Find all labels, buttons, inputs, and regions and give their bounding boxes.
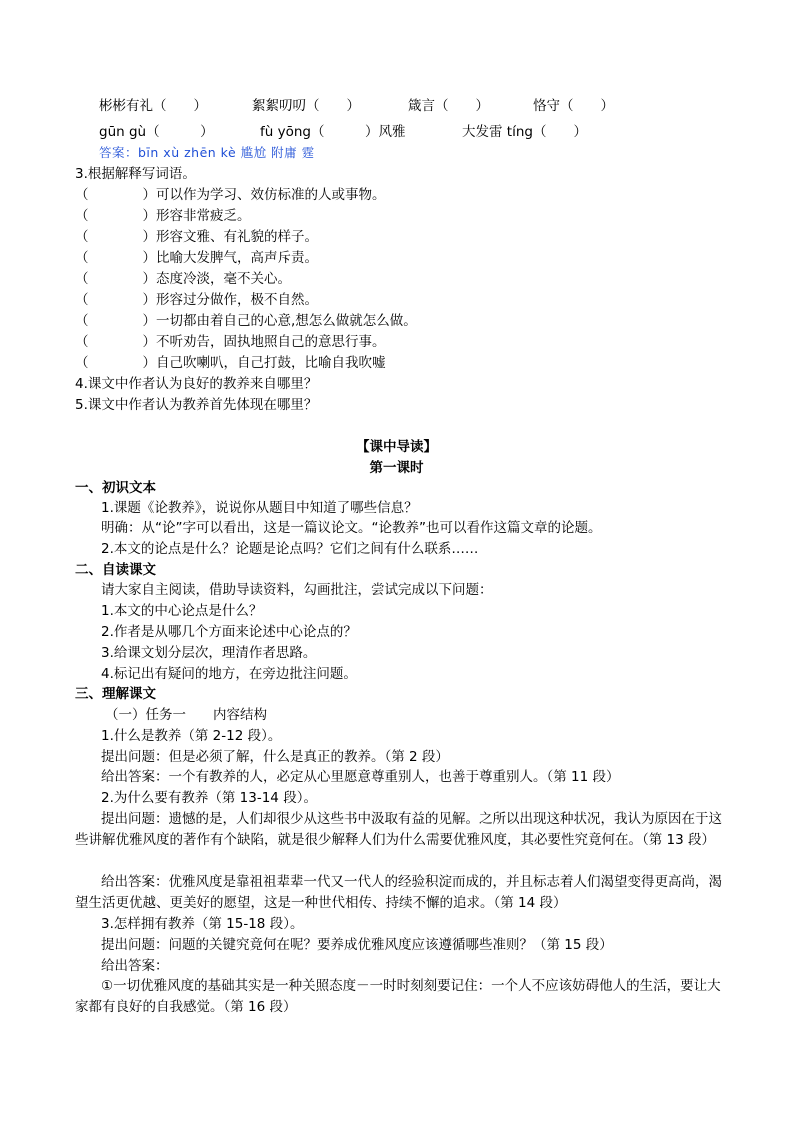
question-line: 提出问题：但是必须了解，什么是真正的教养。（第 2 段） — [101, 749, 449, 765]
part-1-line: 明确：从“论”字可以看出，这是一篇议论文。“论教养”也可以看作这篇文章的论题。 — [101, 520, 602, 536]
part-1-heading: 一、初识文本 — [75, 480, 156, 496]
subsection-title: 3.怎样拥有教养（第 15-18 段）。 — [101, 916, 304, 932]
word-item: 彬彬有礼（ ） — [99, 98, 207, 114]
part-1-line: 1.课题《论教养》，说说你从题目中知道了哪些信息？ — [101, 500, 418, 516]
definition-item: （ ）可以作为学习、效仿标准的人或事物。 — [75, 187, 386, 203]
question-4: 4.课文中作者认为良好的教养来自哪里？ — [75, 376, 318, 392]
answer-line: 给出答案：一个有教养的人，必定从心里愿意尊重别人，也善于尊重别人。（第 11 段） — [101, 769, 620, 785]
question-3-title: 3.根据解释写词语。 — [75, 166, 196, 182]
part-1-line: 2.本文的论点是什么？论题是论点吗？它们之间有什么联系…… — [101, 541, 479, 557]
pinyin-item: 大发雷 tíng（ ） — [462, 124, 587, 140]
part-2-line: 3.给课文划分层次，理清作者思路。 — [101, 645, 317, 661]
definition-item: （ ）态度冷淡，毫不关心。 — [75, 271, 291, 287]
part-2-line: 2.作者是从哪几个方面来论述中心论点的？ — [101, 624, 357, 640]
answer-paragraph: 给出答案：优雅风度是靠祖祖辈辈一代又一代人的经验积淀而成的，并且标志着人们渴望变得更高尚，渴望生活更优越、更美好的愿望，这是一种世代相传、持续不懈的追求。（第 14 段） — [75, 874, 722, 911]
part-2-line: 4.标记出有疑问的地方，在旁边批注问题。 — [101, 666, 357, 682]
section-heading: 【课中导读】 — [356, 439, 437, 455]
answer-label: 给出答案： — [101, 958, 169, 974]
part-3-heading: 三、理解课文 — [75, 686, 156, 702]
definition-item: （ ）形容过分做作，极不自然。 — [75, 292, 318, 308]
answer-line: 答案：bīn xù zhēn kè 尴尬 附庸 霆 — [99, 145, 315, 160]
subsection-title: 2.为什么要有教养（第 13-14 段）。 — [101, 790, 317, 806]
word-item: 絮絮叨叨（ ） — [252, 98, 360, 114]
definition-item: （ ）比喻大发脾气，高声斥责。 — [75, 250, 318, 266]
question-line: 提出问题：问题的关键究竟何在呢？要养成优雅风度应该遵循哪些准则？（第 15 段） — [101, 937, 613, 953]
question-5: 5.课文中作者认为教养首先体现在哪里？ — [75, 397, 318, 413]
pinyin-item: fù yōng（ ）风雅 — [260, 124, 406, 140]
word-item: 恪守（ ） — [533, 98, 614, 114]
definition-item: （ ）一切都由着自己的心意,想怎么做就怎么做。 — [75, 313, 417, 329]
task-heading: （一）任务一 内容结构 — [105, 707, 267, 723]
subsection-title: 1.什么是教养（第 2-12 段）。 — [101, 728, 282, 744]
part-2-line: 1.本文的中心论点是什么？ — [101, 603, 263, 619]
lesson-title: 第一课时 — [369, 460, 424, 476]
definition-item: （ ）不听劝告，固执地照自己的意思行事。 — [75, 334, 386, 350]
part-2-heading: 二、自读课文 — [75, 562, 156, 578]
definition-item: （ ）自己吹喇叭，自己打鼓，比喻自我吹嘘 — [75, 355, 386, 371]
pinyin-item: gūn gù（ ） — [99, 124, 214, 140]
definition-item: （ ）形容非常疲乏。 — [75, 208, 251, 224]
question-paragraph: 提出问题：遗憾的是，人们却很少从这些书中汲取有益的见解。之所以出现这种状况，我认为原因在于这些讲解优雅风度的著作有个缺陷，就是很少解释人们为什么需要优雅风度，其必要性究竟何在。（第 13 段） — [75, 811, 722, 848]
answer-paragraph: ①一切优雅风度的基础其实是一种关照态度－一时时刻刻要记住：一个人不应该妨碍他人的生活，要让大家都有良好的自我感觉。（第 16 段） — [75, 978, 721, 1015]
definition-item: （ ）形容文雅、有礼貌的样子。 — [75, 229, 318, 245]
part-2-line: 请大家自主阅读，借助导读资料，勾画批注，尝试完成以下问题： — [101, 582, 493, 598]
word-item: 箴言（ ） — [408, 98, 489, 114]
